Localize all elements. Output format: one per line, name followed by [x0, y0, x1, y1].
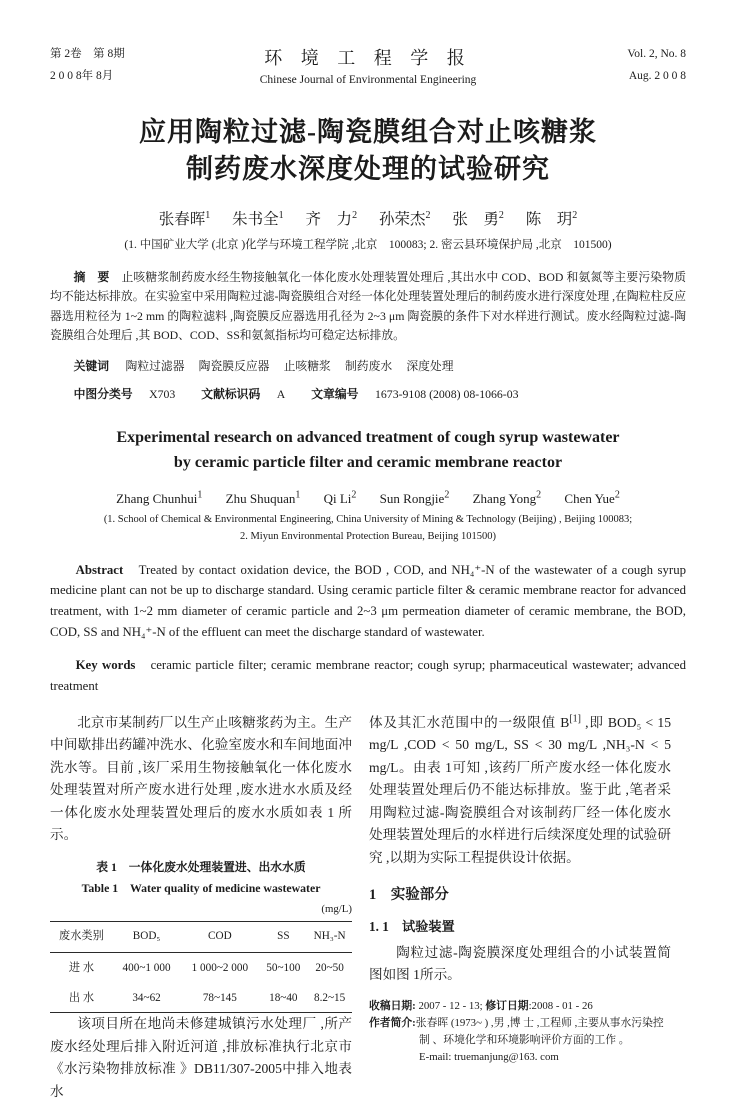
keyword-cn: 深度处理	[406, 358, 454, 373]
keywords-cn-label: 关键词	[73, 358, 109, 373]
table1-unit: (mg/L)	[321, 903, 352, 916]
keywords-en	[50, 655, 686, 696]
footnote	[369, 998, 671, 1067]
abstract-cn-text: 止咳糖浆制药废水经生物接触氧化一体化废水处理装置处理后 ,其出水中 COD、BOD 和氨氮等主要污染物质均不能达标排放。在实验室中采用陶粒过滤-陶瓷膜组合对经一体化处理装置处理后的制药废水进行深度处理 ,在陶粒柱反应器选用粒径为 1~2 mm 的陶粒滤料 ,陶瓷膜反应器选用孔径为 2~3 μm 陶瓷膜的条件下对水样进行测试。废水经陶粒过滤-陶瓷膜组合处理后 ,其 BOD、COD、SS和氨氮指标均可稳定达标排放。	[50, 270, 686, 342]
paragraph-text: 体及其汇水范围中的一级限值 B	[369, 714, 570, 730]
abstract-cn	[50, 268, 686, 344]
abstract-en-label: Abstract	[75, 562, 124, 577]
doc-code-value: A	[276, 387, 286, 402]
affiliation-en-line1: (1. School of Chemical & Environmental Engineering, China University of Mining & Technology (Beijing) , Beijing 100083;	[103, 513, 633, 525]
journal-header	[50, 44, 686, 88]
footnote-email: E-mail: truemanjung@163. com	[419, 1051, 559, 1064]
issue-date-en: Aug. 2 0 0 8	[628, 69, 686, 82]
author-name: 陈 玥	[525, 211, 573, 229]
paper-title-cn-line1: 应用陶粒过滤-陶瓷膜组合对止咳糖浆	[139, 116, 597, 147]
author-name: 张春晖	[158, 211, 206, 229]
section-heading-1-1: 1. 1 试验装置	[369, 918, 455, 934]
author-name: Qi Li	[323, 490, 352, 506]
author-affil-sup: 2	[425, 210, 431, 222]
table1-block	[50, 857, 352, 1013]
keywords-cn	[50, 357, 686, 374]
journal-issue-cn	[50, 44, 200, 88]
author-affil-sup: 2	[614, 489, 620, 501]
keyword-cn: 陶粒过滤器	[125, 358, 185, 373]
table-cell: 50~100	[266, 961, 301, 974]
author-en	[226, 491, 301, 506]
author-name: 齐 力	[305, 211, 353, 229]
author-name: Zhu Shuquan	[225, 490, 296, 506]
footnote-dates	[369, 998, 671, 1015]
table1-header-cell: NH₃-N	[307, 922, 352, 953]
table-cell: 出 水	[68, 991, 95, 1004]
issue-date-cn: 2 0 0 8年 8月	[50, 69, 114, 82]
body-paragraph: 北京市某制药厂以生产止咳糖浆药为主。生产中间歇排出药罐冲洗水、化验室废水和车间地面冲洗水等。目前 ,该厂采用生物接触氧化一体化废水处理装置对所产废水进行处理 ,废水进水水质及经一体化废水处理装置处理后的废水水质如表 1 所示。	[50, 714, 352, 843]
author-name: Zhang Yong	[472, 490, 537, 506]
received-label: 收稿日期:	[369, 999, 416, 1012]
keywords-en-label: Key words	[75, 658, 136, 673]
paper-title-en	[50, 426, 686, 476]
author-affil-sup: 2	[352, 210, 358, 222]
journal-name	[200, 44, 536, 86]
body-columns	[50, 712, 686, 1103]
article-id-value: 1673-9108 (2008) 08-1066-03	[375, 387, 519, 402]
author-affil-sup: 1	[197, 489, 203, 501]
author-affil-sup: 1	[295, 489, 301, 501]
section-heading-1: 1 实验部分	[369, 886, 449, 903]
paragraph-text: ,即 BOD₅ < 15 mg/L ,COD < 50 mg/L, SS < 30 mg/L ,NH₃-N < 5 mg/L。由表 1可知 ,该药厂所产废水经一体化废水处理装置处理后仍不能达标排放。鉴于此 ,笔者采用陶粒过滤-陶瓷膜组合对该制药厂经一体化废水处理装置处理后的水样进行后续深度处理的试验研究 ,以期为实际工程提供设计依据。	[369, 714, 671, 865]
table1	[50, 921, 352, 1013]
issue-volume-en: Vol. 2, No. 8	[627, 48, 686, 60]
journal-issue-en	[536, 44, 686, 88]
affiliation-en-line2: 2. Miyun Environmental Protection Bureau, Beijing 101500)	[239, 530, 497, 542]
table1-caption-cn: 表 1 一体化废水处理装置进、出水水质	[96, 859, 306, 874]
revised-label: 修订日期	[485, 999, 529, 1012]
article-id-label: 文章编号	[311, 387, 359, 402]
keyword-cn: 制药废水	[344, 358, 393, 373]
body-paragraph	[369, 712, 671, 870]
author-name: 张 勇	[452, 211, 499, 229]
table-row	[50, 983, 352, 1013]
table1-header-cell: BOD₅	[113, 922, 180, 953]
author-en	[380, 491, 450, 506]
footnote-bio	[369, 1015, 671, 1050]
table-cell: 400~1 000	[122, 961, 171, 974]
author-cn	[526, 211, 578, 228]
author-affil-sup: 2	[572, 210, 578, 222]
author-cn	[232, 211, 284, 228]
table-cell: 进 水	[68, 961, 95, 974]
table-cell: 1 000~2 000	[191, 961, 249, 974]
keyword-cn: 陶瓷膜反应器	[198, 358, 270, 373]
right-column	[369, 712, 671, 1103]
author-en	[564, 491, 619, 506]
author-en	[324, 491, 357, 506]
revised-date: :2008 - 01 - 26	[528, 999, 593, 1012]
author-cn	[452, 211, 504, 228]
author-affil-sup: 1	[278, 210, 284, 222]
received-date: 2007 - 12 - 13;	[415, 999, 486, 1012]
paper-title-cn-line2: 制药废水深度处理的试验研究	[186, 154, 550, 185]
keywords-en-text: ceramic particle filter; ceramic membrane reactor; cough syrup; pharmaceutical wastewater; advanced treatment	[50, 658, 686, 693]
paper-title-en-line1: Experimental research on advanced treatment of cough syrup wastewater	[116, 429, 620, 447]
author-en	[473, 491, 542, 506]
bio-text: 张春晖 (1973~ ) ,男 ,博 士 ,工程师 ,主要从事水污染控制 、环境化学和环境影响评价方面的工作 。	[415, 1016, 664, 1047]
author-name: 朱书全	[232, 211, 279, 229]
table-cell: 78~145	[202, 991, 237, 1004]
keyword-cn: 止咳糖浆	[283, 358, 331, 373]
journal-name-en: Chinese Journal of Environmental Engineering	[259, 74, 477, 86]
clc-value: X703	[149, 387, 176, 402]
author-name: Sun Rongjie	[379, 490, 445, 506]
author-name: Chen Yue	[564, 490, 615, 506]
table-cell: 18~40	[269, 991, 298, 1004]
author-name: 孙荣杰	[378, 211, 426, 229]
author-cn	[306, 211, 358, 228]
journal-name-cn: 环 境 工 程 学 报	[264, 48, 472, 68]
authors-cn	[50, 207, 686, 229]
author-affil-sup: 2	[498, 210, 504, 222]
bio-label: 作者简介:	[369, 1016, 416, 1029]
table1-header-cell: SS	[259, 922, 307, 953]
table1-header-row	[50, 922, 352, 953]
author-affil-sup: 2	[536, 489, 542, 501]
author-en	[116, 491, 202, 506]
table-cell: 34~62	[132, 991, 161, 1004]
clc-label: 中图分类号	[73, 387, 133, 402]
author-affil-sup: 2	[444, 489, 450, 501]
paper-title-en-line2: by ceramic particle filter and ceramic membrane reactor	[173, 454, 563, 472]
table-cell: 20~50	[315, 961, 344, 974]
abstract-en-text: Treated by contact oxidation device, the BOD , COD, and NH₄⁺-N of the wastewater of a cough syrup medicine plant can not be up to discharge standard. Using ceramic particle filter & ceramic membrane reactor for advanced treatment, with 1~2 mm diameter of ceramic particle and 2~3 μm permeation diameter of ceramic membrane, the BOD, COD, SS and NH₄⁺-N of the effluent can meet the discharge standard of wastewater.	[50, 562, 686, 639]
body-paragraph: 该项目所在地尚未修建城镇污水处理厂 ,所产废水经处理后排入附近河道 ,排放标准执行北京市《水污染物排放标准 》DB11/307-2005中排入地表水	[50, 1016, 352, 1099]
citation-ref: [1]	[569, 713, 581, 725]
issue-volume-cn: 第 2卷 第 8期	[50, 48, 125, 60]
left-column	[50, 712, 352, 1103]
table1-header-cell: 废水类别	[50, 922, 113, 953]
abstract-cn-label: 摘 要	[73, 270, 110, 285]
author-cn	[379, 211, 431, 228]
table1-header-cell: COD	[180, 922, 259, 953]
table-row	[50, 952, 352, 982]
table1-caption-en: Table 1 Water quality of medicine wastewater	[81, 881, 321, 896]
table-cell: 8.2~15	[313, 991, 346, 1004]
author-affil-sup: 1	[205, 210, 211, 222]
doc-code-label: 文献标识码	[201, 387, 261, 402]
affiliation-cn: (1. 中国矿业大学 (北京 )化学与环境工程学院 ,北京 100083; 2. 密云县环境保护局 ,北京 101500)	[124, 239, 612, 252]
classification-line	[50, 385, 686, 402]
affiliation-en	[50, 512, 686, 546]
authors-en	[50, 491, 686, 507]
author-name: Zhang Chunhui	[116, 490, 198, 506]
author-affil-sup: 2	[351, 489, 357, 501]
abstract-en	[50, 560, 686, 643]
paper-title-cn	[50, 114, 686, 190]
body-paragraph: 陶粒过滤-陶瓷膜深度处理组合的小试装置简图如图 1所示。	[369, 944, 671, 983]
author-cn	[159, 211, 211, 228]
